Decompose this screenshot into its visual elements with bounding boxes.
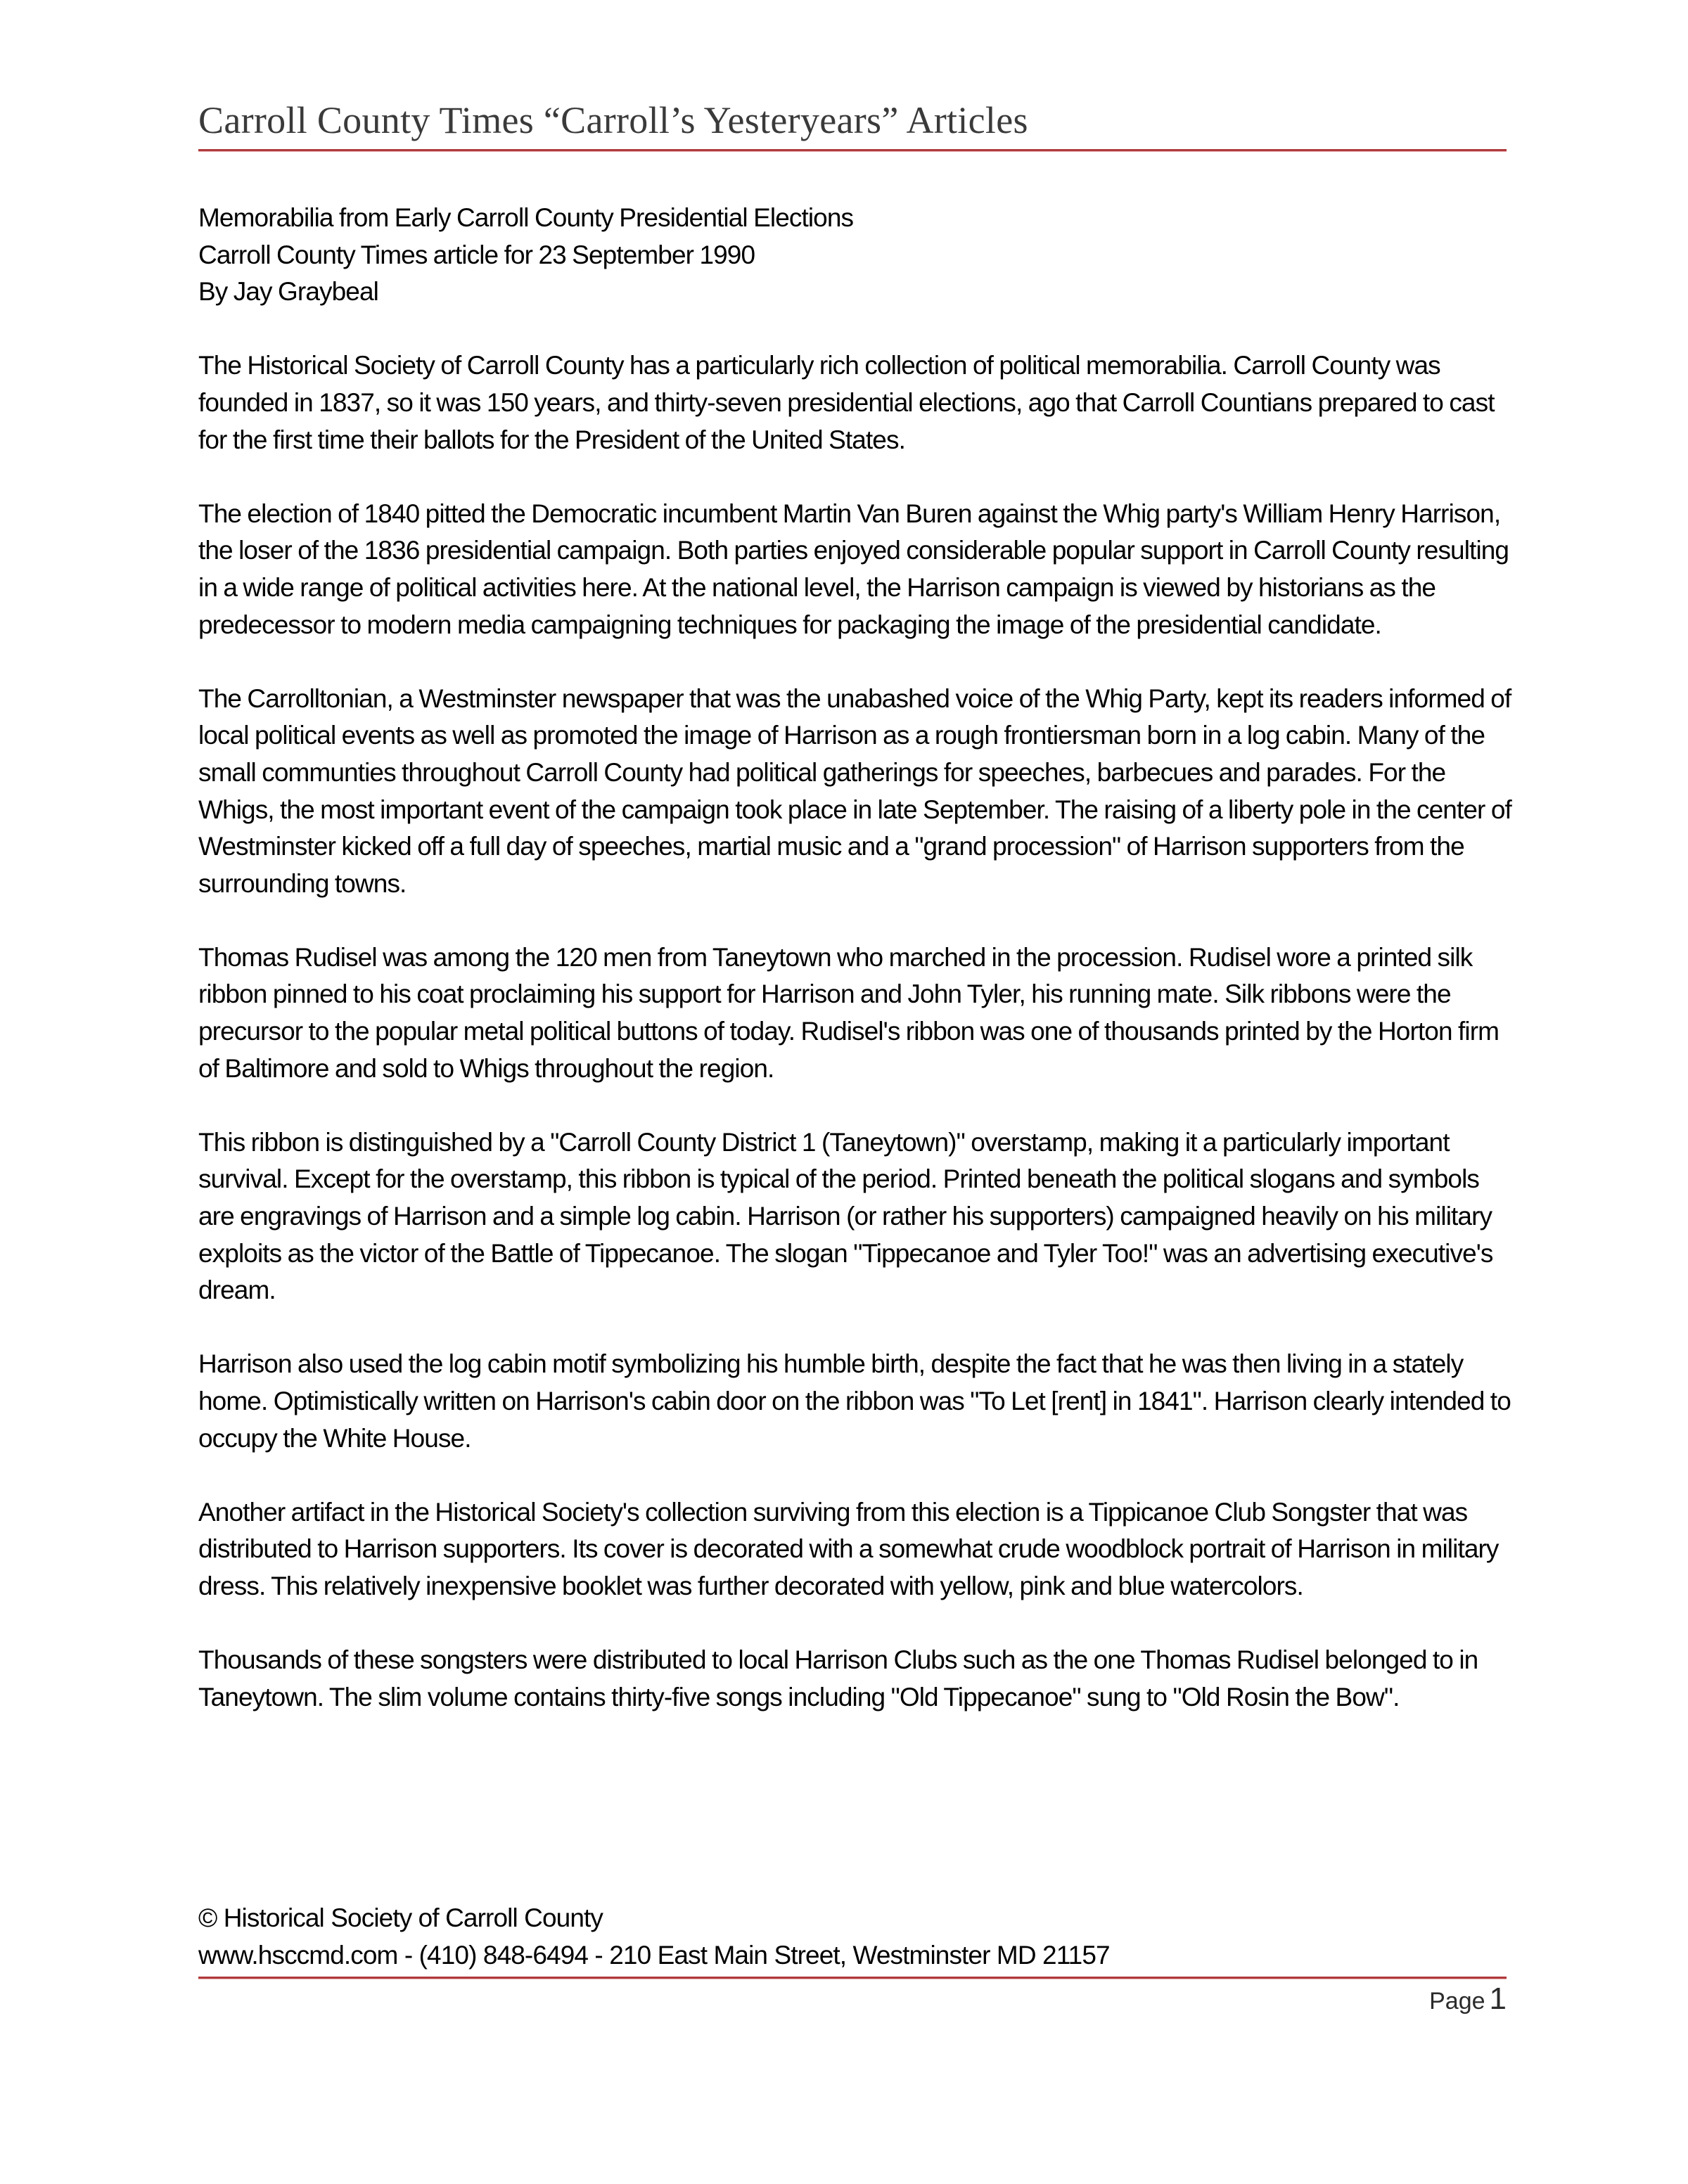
paragraph: Another artifact in the Historical Society's collection surviving from this election is a Tippicanoe Club Songster that was distributed to Harrison supporters. Its cover is decorated with a somewhat crude woodblock portrait of Harrison in military dress. This relatively inexpensive booklet was further decorated with yellow, pink and blue watercolors. — [198, 1497, 1499, 1600]
article-source: Carroll County Times article for 23 September 1990 — [198, 240, 755, 269]
article-byline: By Jay Graybeal — [198, 277, 378, 307]
article-title: Memorabilia from Early Carroll County Presidential Elections — [198, 203, 854, 232]
paragraph: The Historical Society of Carroll County has a particularly rich collection of political memorabilia. Carroll County was founded in 1837, so it was 150 years, and thirty-seven presidential elections, ago that Carroll Countians prepared to cast for the first time their ballots for the President of the United States. — [198, 351, 1495, 454]
paragraph: This ribbon is distinguished by a "Carroll County District 1 (Taneytown)" overstamp, making it a particularly important survival. Except for the overstamp, this ribbon is typical of the period. Printed beneath the political slogans and symbols are engravings of Harrison and a simple log cabin. Harrison (or rather his supporters) campaigned heavily on his military exploits as the victor of the Battle of Tippecanoe. The slogan "Tippecanoe and Tyler Too!" was an advertising executive's dream. — [198, 1127, 1493, 1305]
page-number-value: 1 — [1489, 1981, 1507, 2016]
page-number — [1429, 1981, 1507, 2017]
header-title: Carroll County Times “Carroll’s Yesteryears” Articles — [198, 99, 1028, 141]
article-body — [198, 200, 1514, 1716]
paragraph: The election of 1840 pitted the Democratic incumbent Martin Van Buren against the Whig party's William Henry Harrison, the loser of the 1836 presidential campaign. Both parties enjoyed considerable popular support in Carroll County resulting in a wide range of political activities here. At the national level, the Harrison campaign is viewed by historians as the predecessor to modern media campaigning techniques for packaging the image of the presidential candidate. — [198, 499, 1509, 639]
header-rule — [198, 149, 1507, 151]
paragraph: Thomas Rudisel was among the 120 men from Taneytown who marched in the procession. Rudisel wore a printed silk ribbon pinned to his coat proclaiming his support for Harrison and John Tyler, his running mate. Silk ribbons were the precursor to the popular metal political buttons of today. Rudisel's ribbon was one of thousands printed by the Horton firm of Baltimore and sold to Whigs throughout the region. — [198, 942, 1500, 1083]
paragraph: Thousands of these songsters were distributed to local Harrison Clubs such as the one Thomas Rudisel belonged to in Taneytown. The slim volume contains thirty-five songs including "Old Tippecanoe" sung to "Old Rosin the Bow". — [198, 1645, 1478, 1711]
page-header — [198, 98, 1507, 151]
page-label: Page — [1429, 1988, 1485, 2015]
paragraph: Harrison also used the log cabin motif symbolizing his humble birth, despite the fact that he was then living in a stately home. Optimistically written on Harrison's cabin door on the ribbon was "To Let [rent] in 1841". Harrison clearly intended to occupy the White House. — [198, 1349, 1511, 1453]
footer-copyright: © Historical Society of Carroll County — [198, 1903, 603, 1932]
footer-rule — [198, 1977, 1507, 1979]
paragraph: The Carrolltonian, a Westminster newspaper that was the unabashed voice of the Whig Party, kept its readers informed of local political events as well as promoted the image of Harrison as a rough frontiersman born in a log cabin. Many of the small communties throughout Carroll County had political gatherings for speeches, barbecues and parades. For the Whigs, the most important event of the campaign took place in late September. The raising of a liberty pole in the center of Westminster kicked off a full day of speeches, martial music and a "grand procession" of Harrison supporters from the surrounding towns. — [198, 683, 1511, 898]
footer-contact: www.hsccmd.com - (410) 848-6494 - 210 East Main Street, Westminster MD 21157 — [198, 1940, 1110, 1970]
page-footer — [198, 1900, 1507, 1979]
